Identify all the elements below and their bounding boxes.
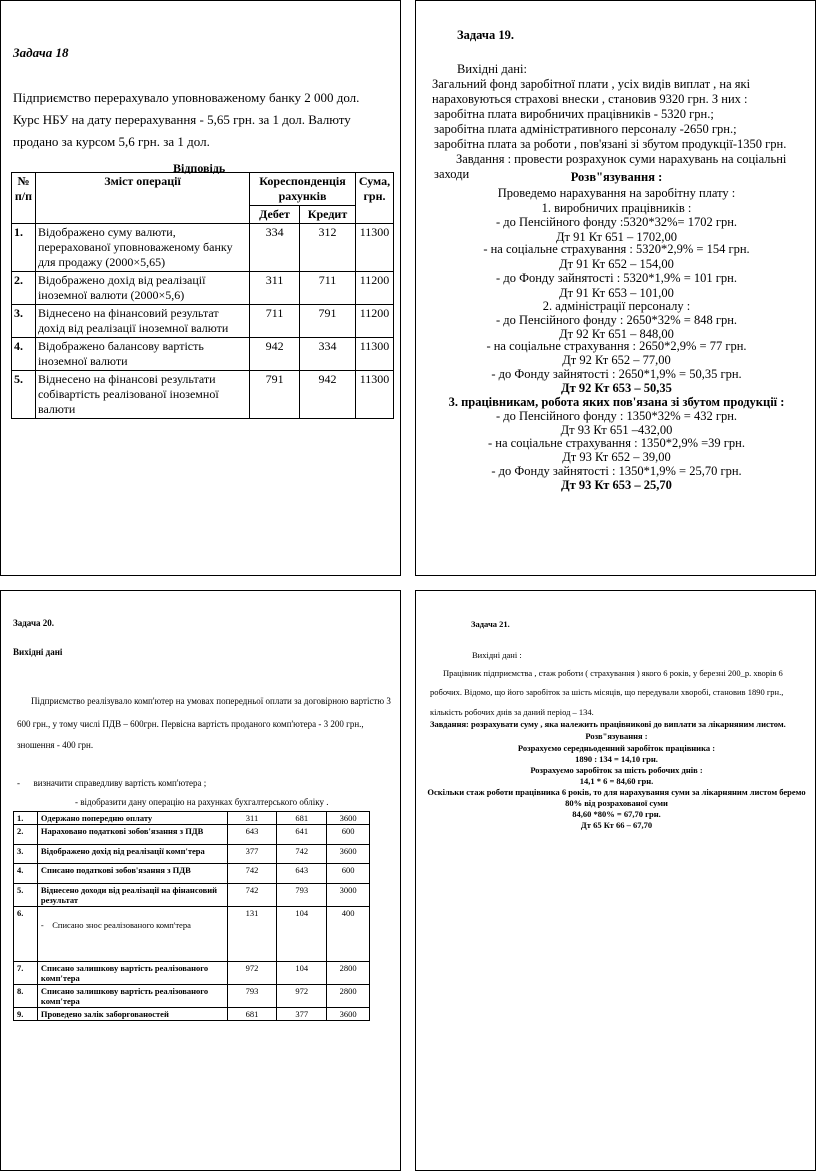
table-cell: Віднесено на фінансові результати собівартість реалізованої іноземної валюти [35,371,249,419]
solution-line: - до Пенсійного фонду :5320*32%= 1702 грн. [495,215,738,229]
solution-line: 84,60 *80% = 67,70 грн. [572,809,661,819]
table-cell: 1. [14,812,38,825]
page-task-18 [0,0,401,576]
page-task-19 [415,0,816,576]
table-cell: 793 [277,884,327,907]
task-20-text: Підприємство реалізувало комп'ютер на умовах попередньої оплати за договірною вартістю 3 [31,696,391,706]
solution-line: - до Пенсійного фонду : 1350*32% = 432 грн. [495,409,738,423]
table-row [12,371,394,419]
task-20-task-item: - відобразити дану операцію на рахунках бухгалтерського обліку . [75,797,329,807]
solution-line: Розрахуємо заробіток за шість робочих днів : [530,765,703,775]
table-cell: 11300 [355,224,393,272]
solution-line: 2. адміністрації персоналу : [542,299,691,313]
table-cell: - Списано знос реалізованого комп'тера [37,907,227,962]
task-18-answer-label: Відповідь [173,161,226,175]
task-19-title: Задача 19. [457,28,514,42]
table-cell: Відображено дохід від реалізації комп'тера [37,845,227,864]
solution-line: - до Фонду зайнятості : 5320*1,9% = 101 грн. [496,271,737,285]
task-21-text: робочих. Відомо, що його заробіток за шість місяців, що передували хворобі, становив 1890 грн., [430,687,784,697]
table-cell: 3000 [327,884,370,907]
table-cell: 11200 [355,305,393,338]
solution-line: 3. працівникам, робота яких пов'язана зі збутом продукції : [448,395,785,409]
table-row [14,845,370,864]
table-cell: 377 [227,845,277,864]
table-cell: 600 [327,864,370,884]
table-cell: Віднесено на фінансовий результат дохід від реалізації іноземної валюти [35,305,249,338]
solution-line: - до Фонду зайнятості : 2650*1,9% = 50,35 грн. [491,367,742,381]
table-cell: 131 [227,907,277,962]
solution-line: Дт 93 Кт 653 – 25,70 [561,478,672,492]
solution-line: 14,1 * 6 = 84,60 грн. [579,776,654,786]
table-cell: 377 [277,1008,327,1021]
solution-line: Дт 91 Кт 651 – 1702,00 [555,230,678,244]
task-20-task-item: - визначити справедливу вартість комп'ютера ; [17,778,207,788]
table-cell: 742 [277,845,327,864]
table-row [14,825,370,845]
table-cell: 711 [250,305,300,338]
task-21-given-label: Вихідні дані : [472,650,522,660]
table-cell: 1. [12,224,36,272]
col-num-header: № п/п [12,173,36,224]
task-19-text: Завдання : провести розрахунок суми нарахувань на соціальні [456,152,787,166]
task-21-title: Задача 21. [471,619,510,629]
solution-line: Дт 92 Кт 652 – 77,00 [562,353,671,367]
task-21-text: кількість робочих днів за даний період – 134. [430,707,594,717]
table-cell: 2. [14,825,38,845]
solution-line: Дт 65 Кт 66 – 67,70 [580,820,653,830]
task-19-text: Загальний фонд заробітної плати , усіх видів виплат , на які [432,77,751,91]
task-19-text: заходи [434,167,470,181]
table-cell: 942 [300,371,356,419]
table-cell: Списано податкові зобов'язання з ПДВ [37,864,227,884]
table-row [12,272,394,305]
table-cell: 972 [227,962,277,985]
table-cell: 5. [12,371,36,419]
table-row [14,812,370,825]
table-cell: 3600 [327,1008,370,1021]
page-task-21 [415,590,816,1171]
table-cell: 4. [12,338,36,371]
table-cell: 8. [14,985,38,1008]
table-row [14,985,370,1008]
table-cell: 643 [227,825,277,845]
table-cell: 2800 [327,985,370,1008]
table-cell: Відображено дохід від реалізації іноземної валюти (2000×5,6) [35,272,249,305]
table-cell: 312 [300,224,356,272]
solution-line: Дт 92 Кт 653 – 50,35 [561,381,672,395]
solution-line: - на соціальне страхування : 5320*2,9% = 154 грн. [483,242,750,256]
table-cell: 2. [12,272,36,305]
table-cell: 334 [250,224,300,272]
table-cell: Відображено суму валюти, перерахованої уповноваженому банку для продажу (2000×5,65) [35,224,249,272]
task-20-text: 600 грн., у тому числі ПДВ – 600грн. Первісна вартість проданого комп'ютера - 3 200 грн., [17,719,364,729]
table-cell: 3. [14,845,38,864]
table-cell: 972 [277,985,327,1008]
solution-line: 80% від розрахованої суми [565,798,668,808]
task-19-text: заробітна плата виробничих працівників - 5320 грн.; [434,107,714,121]
solution-line: Дт 92 Кт 651 – 848,00 [559,327,674,341]
table-cell: Нараховано податкові зобов'язання з ПДВ [37,825,227,845]
table-row [12,305,394,338]
task-18-table [11,172,394,419]
task-19-text: нараховуються страхові внески , становив 9320 грн. З них : [432,92,748,106]
table-row [12,224,394,272]
table-cell: 6. [14,907,38,962]
table-cell: Списано залишкову вартість реалізованого комп'тера [37,962,227,985]
task-18-body: Підприємство перерахувало уповноваженому банку 2 000 дол. Курс НБУ на дату перерахування - 5,65 грн. за 1 дол. Валюту продано за курсом 5,6 грн. за 1 дол. [13,90,360,149]
table-cell: 104 [277,962,327,985]
table-cell: 311 [227,812,277,825]
col-credit-header: Кредит [300,206,356,224]
table-cell: 643 [277,864,327,884]
task-19-given-label: Вихідні дані: [457,62,527,76]
table-cell: 742 [227,864,277,884]
table-cell: 5. [14,884,38,907]
table-cell: 791 [250,371,300,419]
table-row [12,338,394,371]
solution-line: Дт 93 Кт 652 – 39,00 [562,450,671,464]
table-cell: 791 [300,305,356,338]
table-cell: 7. [14,962,38,985]
table-row [14,962,370,985]
table-cell: 711 [300,272,356,305]
table-cell: 11300 [355,338,393,371]
table-row [14,1008,370,1021]
table-cell: 104 [277,907,327,962]
col-debit-header: Дебет [250,206,300,224]
table-cell: 942 [250,338,300,371]
table-cell: 681 [227,1008,277,1021]
solution-line: Дт 91 Кт 653 – 101,00 [559,286,674,300]
table-row [14,907,370,962]
page-task-20 [0,590,401,1171]
task-18-title: Задача 18 [13,45,69,60]
table-cell: 11300 [355,371,393,419]
task-19-text: заробітна плата за роботи , пов'язані зі збутом продукції-1350 грн. [434,137,787,151]
col-content-header: Зміст операції [35,173,249,224]
solution-line: Розрахуємо середньоденний заробіток працівника : [517,743,716,753]
table-cell: Проведено залік заборгованостей [37,1008,227,1021]
col-sum-header: Сума, грн. [355,173,393,224]
task-20-title: Задача 20. [13,618,55,628]
table-row [14,864,370,884]
table-cell: 311 [250,272,300,305]
solution-line: Проведемо нарахування на заробітну плату : [497,186,736,200]
table-cell: 3600 [327,845,370,864]
task-21-solution-label: Розв"язування : [585,731,648,741]
solution-line: - до Пенсійного фонду : 2650*32% = 848 грн. [495,313,738,327]
table-cell: Одержано попередню оплату [37,812,227,825]
table-cell: 11200 [355,272,393,305]
table-cell: 3600 [327,812,370,825]
solution-line: Оскільки стаж роботи працівника 6 років, то для нарахування суми за лікарняним листом беремо [427,787,806,797]
task-20-given-label: Вихідні дані [13,647,63,657]
table-cell: 681 [277,812,327,825]
task-21-task: Завдання: розрахувати суму , яка належить працівникові до виплати за лікарняним листом. [430,719,786,729]
table-cell: 4. [14,864,38,884]
table-cell: 641 [277,825,327,845]
solution-line: - до Фонду зайнятості : 1350*1,9% = 25,70 грн. [491,464,742,478]
task-19-solution-label: Розв"язування : [570,170,663,184]
table-cell: 334 [300,338,356,371]
table-cell: Віднесено доходи від реалізації на фінансовий результат [37,884,227,907]
table-cell: 9. [14,1008,38,1021]
task-19-text: заробітна плата адміністративного персоналу -2650 грн.; [434,122,737,136]
col-corr-header: Кореспонденція рахунків [250,173,356,206]
table-cell: 742 [227,884,277,907]
table-cell: 793 [227,985,277,1008]
table-cell: 3. [12,305,36,338]
solution-line: Дт 91 Кт 652 – 154,00 [559,257,674,271]
task-21-text: Працівник підприємства , стаж роботи ( страхування ) якого 6 років, у березні 200_р. хворів 6 [443,668,783,678]
solution-line: - на соціальне страхування : 1350*2,9% =39 грн. [488,436,745,450]
solution-line: 1. виробничих працівників : [541,201,692,215]
task-20-text: зношення - 400 грн. [17,740,94,750]
task-20-table [13,811,370,1021]
solution-line: - на соціальне страхування : 2650*2,9% = 77 грн. [486,339,747,353]
table-cell: Відображено балансову вартість іноземної валюти [35,338,249,371]
table-row [14,884,370,907]
table-cell: Списано залишкову вартість реалізованого комп'тера [37,985,227,1008]
solution-line: 1890 : 134 = 14,10 грн. [575,754,658,764]
table-cell: 2800 [327,962,370,985]
solution-line: Дт 93 Кт 651 –432,00 [560,423,673,437]
table-cell: 400 [327,907,370,962]
table-cell: 600 [327,825,370,845]
